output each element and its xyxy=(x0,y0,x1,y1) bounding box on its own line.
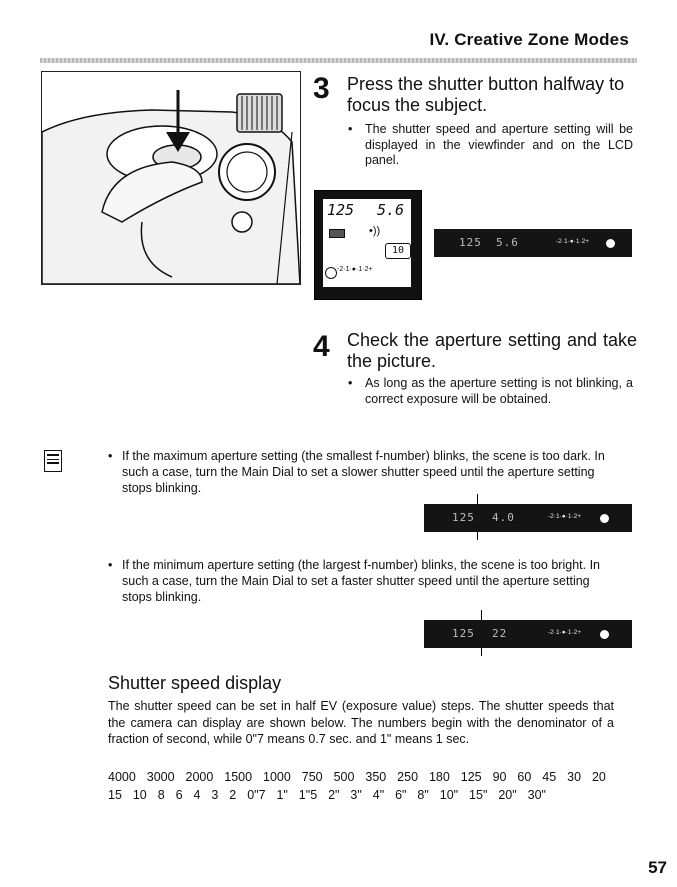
shutter-speeds-row-2: 15 10 8 6 4 3 2 0"7 1" 1"5 2" 3" 4" 6" 8" 10" 15" 20" 30" xyxy=(108,788,546,802)
vf-shutter-speed: 125 xyxy=(459,236,482,249)
blink-indicator-icon xyxy=(477,532,478,540)
beep-icon: •)) xyxy=(369,225,381,237)
vf-aperture-blinking: 22 xyxy=(492,627,508,640)
bullet-icon: • xyxy=(108,558,113,572)
focus-confirm-icon xyxy=(600,630,609,639)
viewfinder-dark-display xyxy=(424,504,632,532)
step-3-title: Press the shutter button halfway to focus the subject. xyxy=(347,74,625,115)
step-4-title: Check the aperture setting and take the picture. xyxy=(347,330,637,371)
camera-drawing xyxy=(42,72,300,284)
step-3-number: 3 xyxy=(313,72,330,105)
step-4-number: 4 xyxy=(313,330,330,363)
lcd-shutter-speed: 125 xyxy=(327,201,355,219)
vf-aperture-blinking: 4.0 xyxy=(492,511,515,524)
blink-indicator-icon xyxy=(477,494,478,504)
lcd-exposure-scale: -2·1·●·1·2+ xyxy=(337,266,373,273)
shutter-speeds-row-1: 4000 3000 2000 1500 1000 750 500 350 250 180 125 90 60 45 30 20 xyxy=(108,770,606,784)
focus-confirm-icon xyxy=(600,514,609,523)
bullet-icon: • xyxy=(348,122,353,136)
blink-indicator-icon xyxy=(481,648,482,656)
lcd-panel xyxy=(314,190,422,300)
vf-aperture: 5.6 xyxy=(496,236,519,249)
viewfinder-display xyxy=(434,229,632,257)
section-heading: Shutter speed display xyxy=(108,673,282,693)
lcd-aperture: 5.6 xyxy=(377,201,405,219)
vf-exposure-scale: -2·1·●·1·2+ xyxy=(548,513,582,520)
note-icon xyxy=(44,450,62,472)
bullet-icon: • xyxy=(108,449,113,463)
blink-indicator-icon xyxy=(481,610,482,620)
camera-illustration xyxy=(41,71,301,285)
page-number: 57 xyxy=(648,858,667,877)
header-rule xyxy=(40,58,637,63)
vf-exposure-scale: -2·1·●·1·2+ xyxy=(556,238,590,245)
viewfinder-bright-display xyxy=(424,620,632,648)
vf-shutter-speed: 125 xyxy=(452,511,475,524)
metering-icon xyxy=(325,267,337,279)
note-bright-text: If the minimum aperture setting (the largest f-number) blinks, the scene is too bright. In such a case, turn the Main Dial to set a faster shutter speed until the aperture setting stops blinking. xyxy=(122,558,600,604)
vf-shutter-speed: 125 xyxy=(452,627,475,640)
battery-icon xyxy=(329,229,345,238)
note-dark-text: If the maximum aperture setting (the smallest f-number) blinks, the scene is too dark. In such a case, turn the Main Dial to set a slower shutter speed until the aperture setting stops blinking. xyxy=(122,449,605,495)
section-paragraph: The shutter speed can be set in half EV (exposure value) steps. The shutter speeds that the camera can display are shown below. The numbers begin with the denominator of a fraction of second, while 0"7 means 0.7 sec. and 1" means 1 sec. xyxy=(108,699,614,746)
step-3-bullet: The shutter speed and aperture setting will be displayed in the viewfinder and on the LCD panel. xyxy=(365,122,633,167)
step-4-bullet: As long as the aperture setting is not blinking, a correct exposure will be obtained. xyxy=(365,376,633,406)
focus-confirm-icon xyxy=(606,239,615,248)
vf-exposure-scale: -2·1·●·1·2+ xyxy=(548,629,582,636)
frame-counter-icon: 10 xyxy=(385,243,411,259)
bullet-icon: • xyxy=(348,376,353,390)
section-title: IV. Creative Zone Modes xyxy=(429,30,629,49)
